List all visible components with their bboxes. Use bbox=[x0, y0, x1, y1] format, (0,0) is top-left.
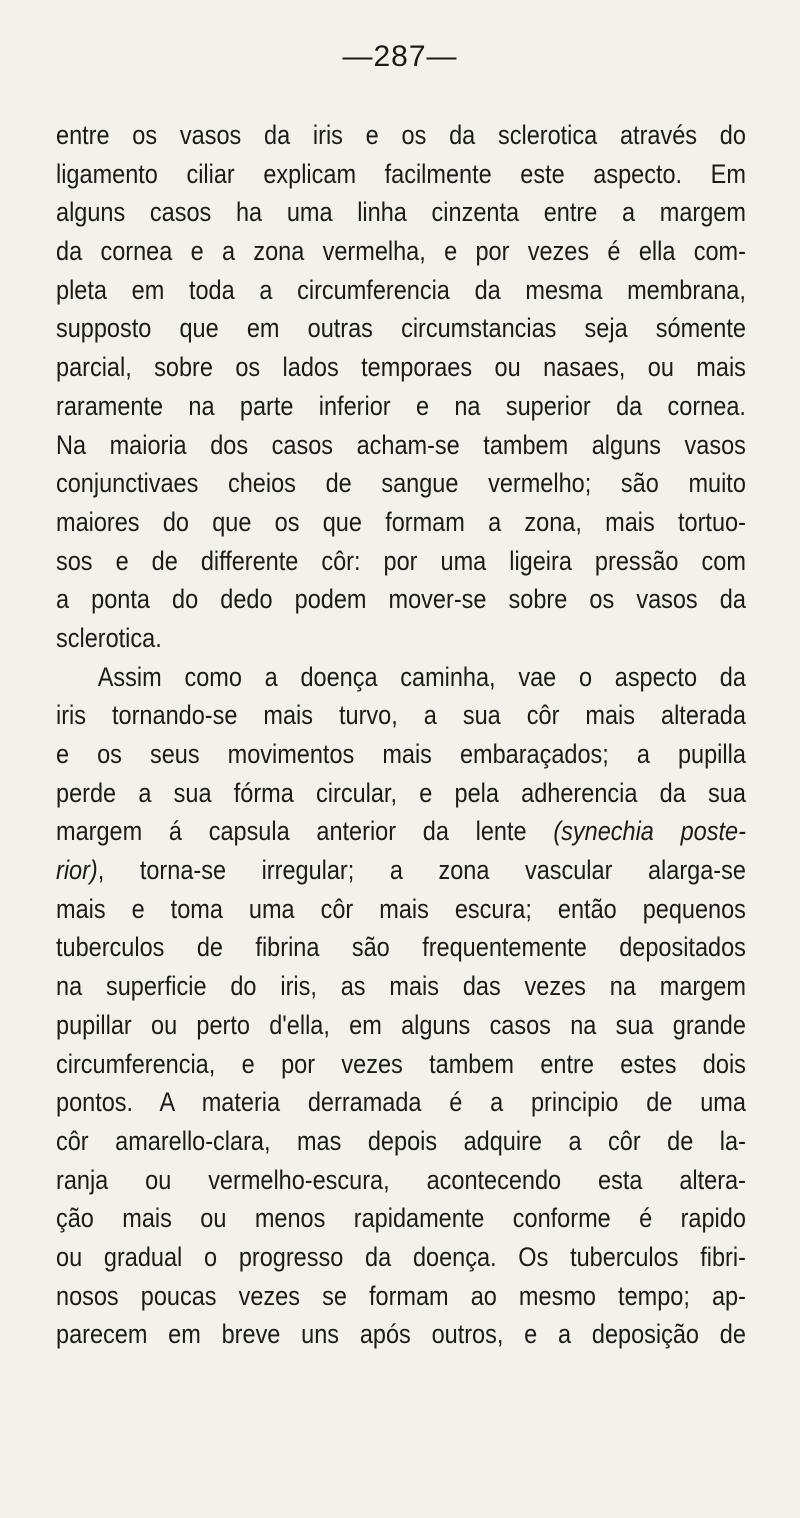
text-line: sclerotica. bbox=[56, 622, 162, 653]
italic-term: rior) bbox=[56, 855, 98, 886]
text-line: e os seus movimentos mais embaraçados; a pupilla bbox=[56, 739, 746, 769]
text-line: pontos. A materia derramada é a principio de uma bbox=[56, 1087, 746, 1118]
text-line: supposto que em outras circumstancias seja sómente bbox=[56, 313, 746, 344]
text-line: tuberculos de fibrina são frequentemente depositados bbox=[56, 932, 746, 963]
text-line: conjunctivaes cheios de sangue vermelho; são muito bbox=[56, 468, 746, 499]
text-line: Assim como a doença caminha, vae o aspecto da bbox=[97, 661, 746, 692]
text-line: nosos poucas vezes se formam ao mesmo tempo; ap- bbox=[56, 1280, 746, 1311]
text-line: entre os vasos da iris e os da sclerotica através do bbox=[56, 120, 746, 150]
text-line: parecem em breve uns após outros, e a deposição de bbox=[56, 1319, 746, 1350]
text-line: circumferencia, e por vezes tambem entre estes dois bbox=[56, 1048, 746, 1079]
text-line: a ponta do dedo podem mover-se sobre os vasos da bbox=[56, 584, 746, 615]
text-line: ção mais ou menos rapidamente conforme é rapido bbox=[56, 1203, 746, 1234]
text-line: ou gradual o progresso da doença. Os tuberculos fibri- bbox=[56, 1241, 746, 1272]
text-line: alguns casos ha uma linha cinzenta entre a margem bbox=[56, 197, 746, 228]
text-line: iris tornando-se mais turvo, a sua côr mais alterada bbox=[56, 700, 746, 731]
text-line: côr amarello-clara, mas depois adquire a côr de la- bbox=[56, 1125, 746, 1156]
text-line: sos e de differente côr: por uma ligeira pressão com bbox=[56, 545, 746, 576]
text-line: na superficie do iris, as mais das vezes na margem bbox=[56, 971, 746, 1002]
page-number: —287— bbox=[342, 40, 458, 73]
text-line: da cornea e a zona vermelha, e por vezes é ella com- bbox=[56, 236, 746, 267]
text-line: ligamento ciliar explicam facilmente este aspecto. Em bbox=[56, 158, 746, 189]
text-line: raramente na parte inferior e na superior da cornea. bbox=[56, 390, 746, 421]
text-line: pupillar ou perto d'ella, em alguns casos na sua grande bbox=[56, 1009, 746, 1040]
text-line: ranja ou vermelho-escura, acontecendo esta altera- bbox=[56, 1164, 746, 1195]
text-line: rior), torna-se irregular; a zona vascular alarga-se bbox=[56, 855, 746, 886]
text-line: parcial, sobre os lados temporaes ou nasaes, ou mais bbox=[56, 352, 746, 383]
text-line: maiores do que os que formam a zona, mais tortuo- bbox=[56, 506, 746, 537]
text-line: pleta em toda a circumferencia da mesma membrana, bbox=[56, 274, 746, 305]
body-text bbox=[56, 116, 746, 1354]
text-line: margem á capsula anterior da lente (synechia poste- bbox=[56, 816, 746, 847]
italic-term: (synechia poste- bbox=[553, 816, 746, 847]
text-line: Na maioria dos casos acham-se tambem alguns vasos bbox=[56, 429, 746, 460]
text-line: mais e toma uma côr mais escura; então pequenos bbox=[56, 893, 746, 924]
text-line: perde a sua fórma circular, e pela adherencia da sua bbox=[56, 777, 746, 808]
